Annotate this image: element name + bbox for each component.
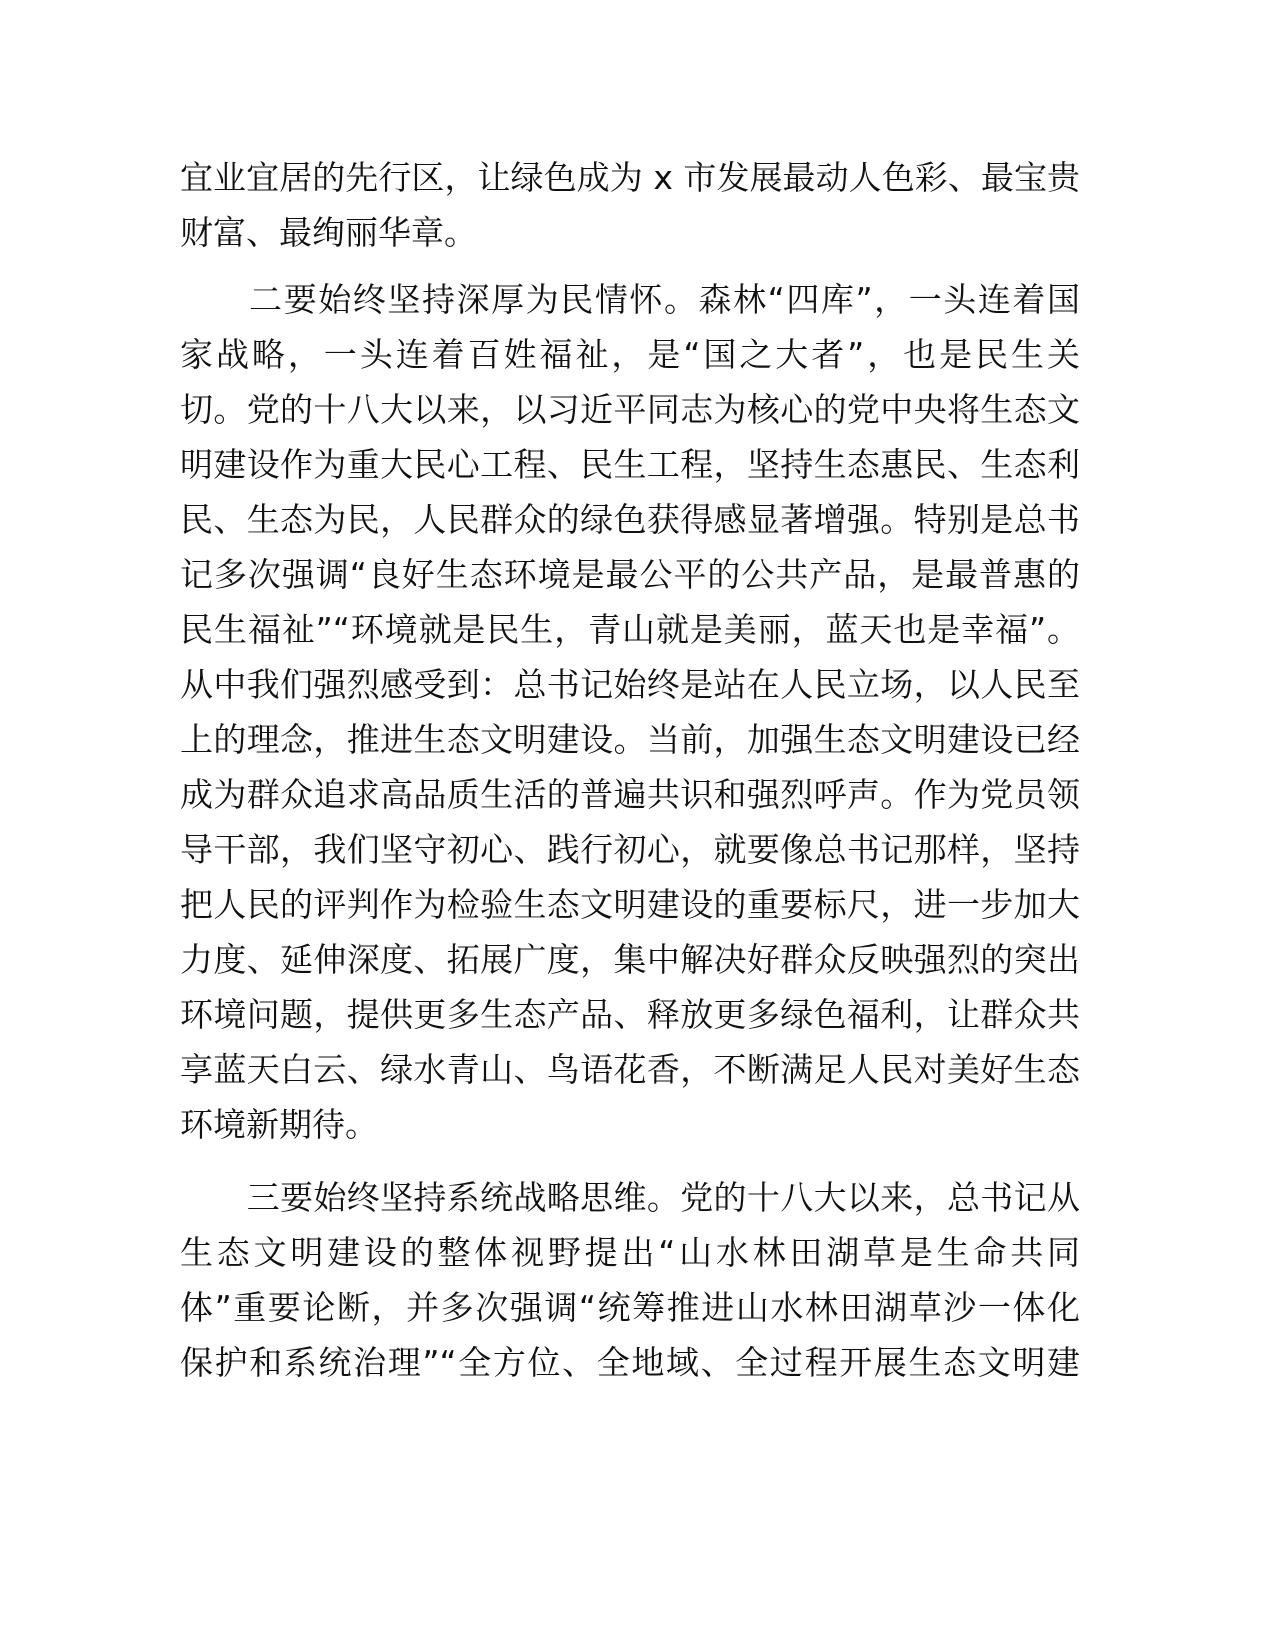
paragraph-line: 享蓝天白云、绿水青山、鸟语花香，不断满足人民对美好生态 [180,1050,1080,1089]
paragraph-line: 生态文明建设的整体视野提出“山水林田湖草是生命共同 [180,1233,1080,1272]
paragraph-line: 体”重要论断，并多次强调“统筹推进山水林田湖草沙一体化 [180,1288,1080,1327]
paragraph-line: 环境问题，提供更多生态产品、释放更多绿色福利，让群众共 [180,995,1080,1034]
paragraph-1 [180,150,1080,260]
paragraph-3 [180,1170,1080,1390]
paragraph-line: 记多次强调“良好生态环境是最公平的公共产品，是最普惠的 [180,555,1080,594]
paragraph-line: 二要始终坚持深厚为民情怀。森林“四库”，一头连着国 [180,280,1080,319]
paragraph-line: 成为群众追求高品质生活的普遍共识和强烈呼声。作为党员领 [180,775,1080,814]
paragraph-line: 力度、延伸深度、拓展广度，集中解决好群众反映强烈的突出 [180,940,1080,979]
paragraph-2 [180,272,1080,1152]
paragraph-line: 民、生态为民，人民群众的绿色获得感显著增强。特别是总书 [180,500,1080,539]
paragraph-line: 家战略，一头连着百姓福祉，是“国之大者”，也是民生关 [180,335,1080,374]
paragraph-line: 三要始终坚持系统战略思维。党的十八大以来，总书记从 [180,1178,1080,1217]
paragraph-line: 从中我们强烈感受到：总书记始终是站在人民立场，以人民至 [180,665,1080,704]
paragraph-line: 财富、最绚丽华章。 [180,213,477,252]
paragraph-line: 民生福祉”“环境就是民生，青山就是美丽，蓝天也是幸福”。 [180,610,1080,649]
paragraph-line: 上的理念，推进生态文明建设。当前，加强生态文明建设已经 [180,720,1080,759]
paragraph-line: 切。党的十八大以来，以习近平同志为核心的党中央将生态文 [180,390,1080,429]
paragraph-line: 宜业宜居的先行区，让绿色成为 x 市发展最动人色彩、最宝贵 [180,158,1080,197]
paragraph-line: 保护和系统治理”“全方位、全地域、全过程开展生态文明建 [180,1343,1080,1382]
paragraph-line: 明建设作为重大民心工程、民生工程，坚持生态惠民、生态利 [180,445,1080,484]
paragraph-line: 环境新期待。 [180,1105,378,1144]
paragraph-line: 导干部，我们坚守初心、践行初心，就要像总书记那样，坚持 [180,830,1080,869]
paragraph-line: 把人民的评判作为检验生态文明建设的重要标尺，进一步加大 [180,885,1080,924]
